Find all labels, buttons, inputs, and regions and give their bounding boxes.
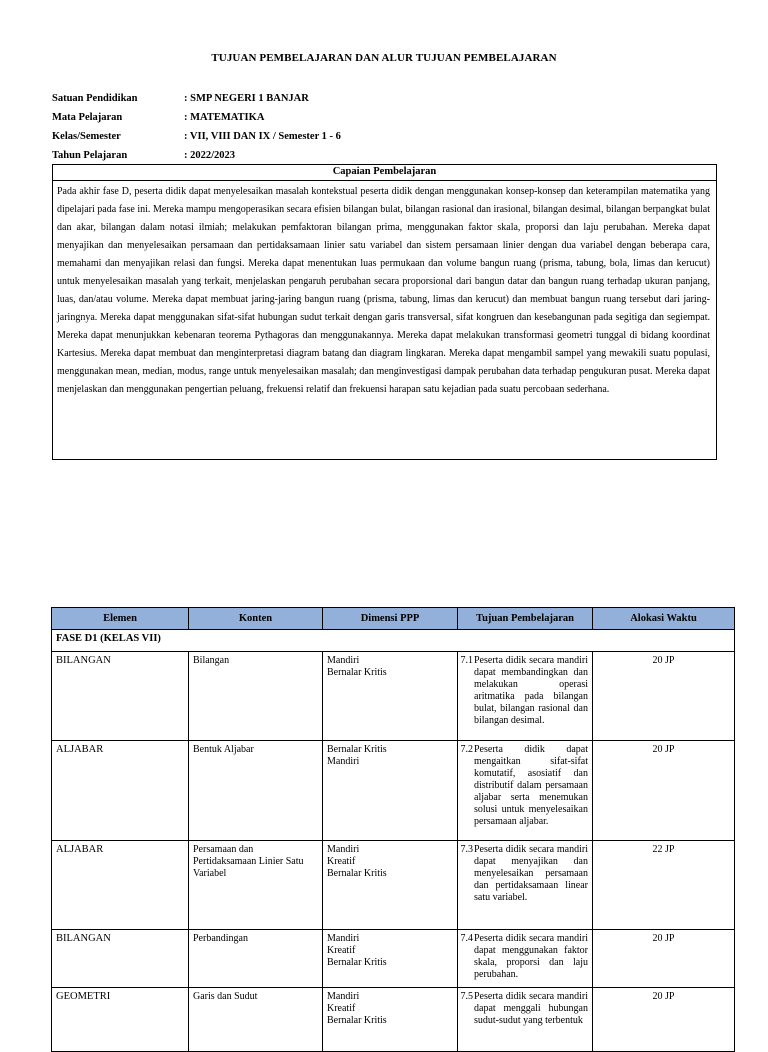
cell-dimensi bbox=[323, 988, 458, 1052]
table-row bbox=[52, 988, 735, 1052]
tujuan-text: Peserta didik secara mandiri dapat menggunakan faktor skala, proporsi dan laju perubahan. bbox=[474, 933, 588, 980]
cell-elemen: BILANGAN bbox=[52, 652, 189, 741]
tujuan-text: Peserta didik secara mandiri dapat menyajikan dan menyelesaikan persamaan dan pertidaksamaan linear satu variabel. bbox=[474, 844, 588, 903]
meta-label: Kelas/Semester bbox=[52, 131, 121, 142]
cell-tujuan bbox=[458, 988, 593, 1052]
table-row bbox=[52, 841, 735, 930]
tujuan-text: Peserta didik secara mandiri dapat menggali hubungan sudut-sudut yang terbentuk bbox=[474, 991, 588, 1026]
header-tujuan: Tujuan Pembelajaran bbox=[458, 608, 593, 630]
capaian-heading: Capaian Pembelajaran bbox=[53, 165, 716, 181]
tujuan-pembelajaran-table bbox=[51, 607, 735, 1052]
dimensi-item: Mandiri bbox=[327, 991, 360, 1002]
dimensi-item: Kreatif bbox=[327, 856, 356, 867]
cell-konten: Bentuk Aljabar bbox=[189, 741, 323, 841]
cell-elemen: ALJABAR bbox=[52, 841, 189, 930]
dimensi-item: Bernalar Kritis bbox=[327, 957, 387, 968]
table-row bbox=[52, 741, 735, 841]
meta-value: : VII, VIII DAN IX / Semester 1 - 6 bbox=[184, 131, 341, 142]
meta-value: : 2022/2023 bbox=[184, 150, 236, 161]
table-header-row bbox=[52, 608, 735, 630]
dimensi-item: Kreatif bbox=[327, 945, 356, 956]
cell-dimensi bbox=[323, 741, 458, 841]
tujuan-number: 7.5 bbox=[460, 991, 473, 1002]
dimensi-item: Bernalar Kritis bbox=[327, 1015, 387, 1026]
cell-tujuan bbox=[458, 841, 593, 930]
meta-row-tahun bbox=[52, 146, 341, 165]
cell-alokasi: 22 JP bbox=[593, 841, 735, 930]
capaian-text: Pada akhir fase D, peserta didik dapat menyelesaikan masalah kontekstual peserta didik dengan menggunakan konsep-konsep dan keterampilan matematika yang dipelajari pada fase ini. Mereka mampu mengoperasikan secara efisien bilangan bulat, bilangan rasional dan irasional, bilangan desimal, bilangan berpangkat bulat dan akar, bilangan dalam notasi ilmiah; melakukan pemfaktoran bilangan prima, menggunakan faktor skala, proporsi dan laju perubahan. Mereka dapat menyajikan dan menyelesaikan persamaan dan pertidaksamaan linier satu variabel dan sistem persamaan linier dengan dua variabel dengan beberapa cara, memahami dan menyajikan relasi dan fungsi. Mereka dapat menentukan luas permukaan dan volume bangun ruang (prisma, tabung, bola, limas dan kerucut) untuk menyelesaikan masalah yang terkait, menjelaskan pengaruh perubahan secara proporsional dari bangun datar dan bangun ruang terhadap ukuran panjang, luas, dan/atau volume. Mereka dapat membuat jaring-jaring bangun ruang (prisma, tabung, limas dan kerucut) dan membuat bangun ruang tersebut dari jaring-jaringnya. Mereka dapat menggunakan sifat-sifat hubungan sudut terkait dengan garis transversal, sifat kongruen dan kesebangunan pada segitiga dan segiempat. Mereka dapat menunjukkan kebenaran teorema Pythagoras dan menggunakannya. Mereka dapat melakukan transformasi geometri tunggal di bidang koordinat Kartesius. Mereka dapat membuat dan menginterpretasi diagram batang dan diagram lingkaran. Mereka dapat mengambil sampel yang mewakili suatu populasi, menggunakan mean, median, modus, range untuk menyelesaikan masalah; dan menginvestigasi dampak perubahan data terhadap pengukuran pusat. Mereka dapat menjelaskan dan menggunakan pengertian peluang, frekuensi relatif dan frekuensi harapan satu kejadian pada suatu percobaan sederhana. bbox=[57, 186, 710, 395]
tujuan-text: Peserta didik secara mandiri dapat membandingkan dan melakukan operasi aritmatika pada bilangan bulat, bilangan rasional dan bilangan desimal. bbox=[474, 655, 588, 726]
cell-tujuan bbox=[458, 741, 593, 841]
capaian-pembelajaran-box bbox=[52, 164, 717, 460]
cell-elemen: BILANGAN bbox=[52, 930, 189, 988]
document-meta bbox=[52, 89, 341, 165]
dimensi-item: Bernalar Kritis bbox=[327, 667, 387, 678]
cell-tujuan bbox=[458, 652, 593, 741]
tujuan-number: 7.1 bbox=[460, 655, 473, 666]
fase-row bbox=[52, 630, 735, 652]
dimensi-item: Mandiri bbox=[327, 756, 360, 767]
tujuan-number: 7.3 bbox=[460, 844, 473, 855]
meta-value: : SMP NEGERI 1 BANJAR bbox=[184, 93, 309, 104]
cell-dimensi bbox=[323, 841, 458, 930]
dimensi-item: Bernalar Kritis bbox=[327, 744, 387, 755]
meta-row-kelas bbox=[52, 127, 341, 146]
cell-elemen: ALJABAR bbox=[52, 741, 189, 841]
dimensi-item: Bernalar Kritis bbox=[327, 868, 387, 879]
dimensi-item: Mandiri bbox=[327, 933, 360, 944]
header-alokasi: Alokasi Waktu bbox=[593, 608, 735, 630]
meta-label: Tahun Pelajaran bbox=[52, 150, 128, 161]
cell-alokasi: 20 JP bbox=[593, 741, 735, 841]
cell-alokasi: 20 JP bbox=[593, 930, 735, 988]
cell-konten: Persamaan dan Pertidaksamaan Linier Satu Variabel bbox=[189, 841, 323, 930]
meta-row-satuan bbox=[52, 89, 341, 108]
cell-dimensi bbox=[323, 930, 458, 988]
cell-alokasi: 20 JP bbox=[593, 652, 735, 741]
meta-row-mapel bbox=[52, 108, 341, 127]
header-dimensi: Dimensi PPP bbox=[323, 608, 458, 630]
cell-konten: Garis dan Sudut bbox=[189, 988, 323, 1052]
cell-konten: Perbandingan bbox=[189, 930, 323, 988]
tujuan-text: Peserta didik dapat mengaitkan sifat-sifat komutatif, asosiatif dan distributif dalam persamaan aljabar serta menemukan solusi untuk menyelesaikan persamaan aljabar. bbox=[474, 744, 588, 827]
table-row bbox=[52, 652, 735, 741]
cell-dimensi bbox=[323, 652, 458, 741]
meta-value: : MATEMATIKA bbox=[184, 112, 265, 123]
header-konten: Konten bbox=[189, 608, 323, 630]
meta-label: Satuan Pendidikan bbox=[52, 93, 138, 104]
meta-label: Mata Pelajaran bbox=[52, 112, 123, 123]
cell-tujuan bbox=[458, 930, 593, 988]
fase-label: FASE D1 (KELAS VII) bbox=[52, 630, 735, 652]
cell-konten: Bilangan bbox=[189, 652, 323, 741]
tujuan-number: 7.4 bbox=[460, 933, 473, 944]
dimensi-item: Mandiri bbox=[327, 844, 360, 855]
page-title: TUJUAN PEMBELAJARAN DAN ALUR TUJUAN PEMBELAJARAN bbox=[211, 52, 557, 64]
dimensi-item: Mandiri bbox=[327, 655, 360, 666]
cell-elemen: GEOMETRI bbox=[52, 988, 189, 1052]
table-row bbox=[52, 930, 735, 988]
dimensi-item: Kreatif bbox=[327, 1003, 356, 1014]
cell-alokasi: 20 JP bbox=[593, 988, 735, 1052]
header-elemen: Elemen bbox=[52, 608, 189, 630]
tujuan-number: 7.2 bbox=[460, 744, 473, 755]
